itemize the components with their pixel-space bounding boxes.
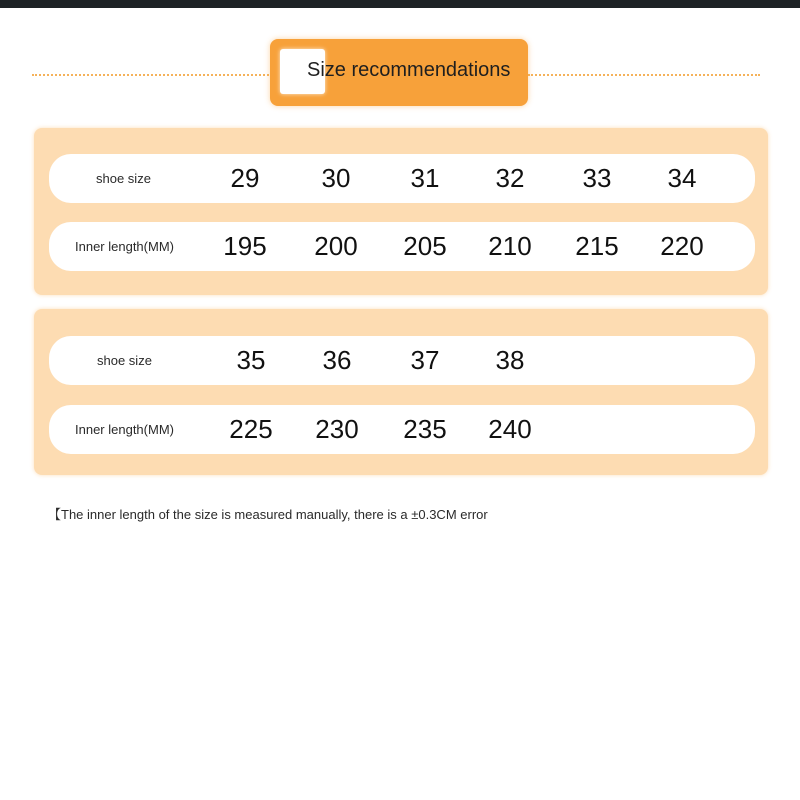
shoe-size-cell: 31 [410, 163, 440, 193]
shoe-size-cell: 32 [495, 163, 525, 193]
inner-length-cell: 210 [488, 231, 532, 261]
page-title: Size recommendations [307, 59, 511, 81]
top-bar [0, 0, 800, 8]
inner-length-row [49, 222, 755, 271]
shoe-size-cell: 37 [410, 345, 440, 375]
dotted-divider-left [32, 74, 272, 76]
shoe-size-cell: 35 [236, 345, 266, 375]
inner-length-cell: 215 [575, 231, 619, 261]
dotted-divider-right [528, 74, 760, 76]
shoe-size-row [49, 154, 755, 203]
inner-length-cell: 205 [403, 231, 447, 261]
size-table-2 [34, 309, 768, 475]
inner-length-cell: 220 [660, 231, 704, 261]
shoe-size-cell: 36 [322, 345, 352, 375]
inner-length-cell: 200 [314, 231, 358, 261]
measurement-note: 【The inner length of the size is measured manually, there is a ±0.3CM error [48, 507, 488, 522]
size-table-1 [34, 128, 768, 295]
inner-length-label: Inner length(MM) [75, 422, 174, 437]
shoe-size-label: shoe size [96, 171, 151, 186]
inner-length-label: Inner length(MM) [75, 239, 174, 254]
shoe-size-cell: 34 [667, 163, 697, 193]
inner-length-cell: 240 [488, 414, 532, 444]
inner-length-cell: 225 [229, 414, 273, 444]
shoe-size-cell: 29 [230, 163, 260, 193]
title-badge [270, 39, 528, 106]
shoe-size-cell: 38 [495, 345, 525, 375]
inner-length-cell: 235 [403, 414, 447, 444]
inner-length-cell: 230 [315, 414, 359, 444]
inner-length-row [49, 405, 755, 454]
shoe-size-row [49, 336, 755, 385]
shoe-size-cell: 30 [321, 163, 351, 193]
shoe-size-cell: 33 [582, 163, 612, 193]
inner-length-cell: 195 [223, 231, 267, 261]
shoe-size-label: shoe size [97, 353, 152, 368]
